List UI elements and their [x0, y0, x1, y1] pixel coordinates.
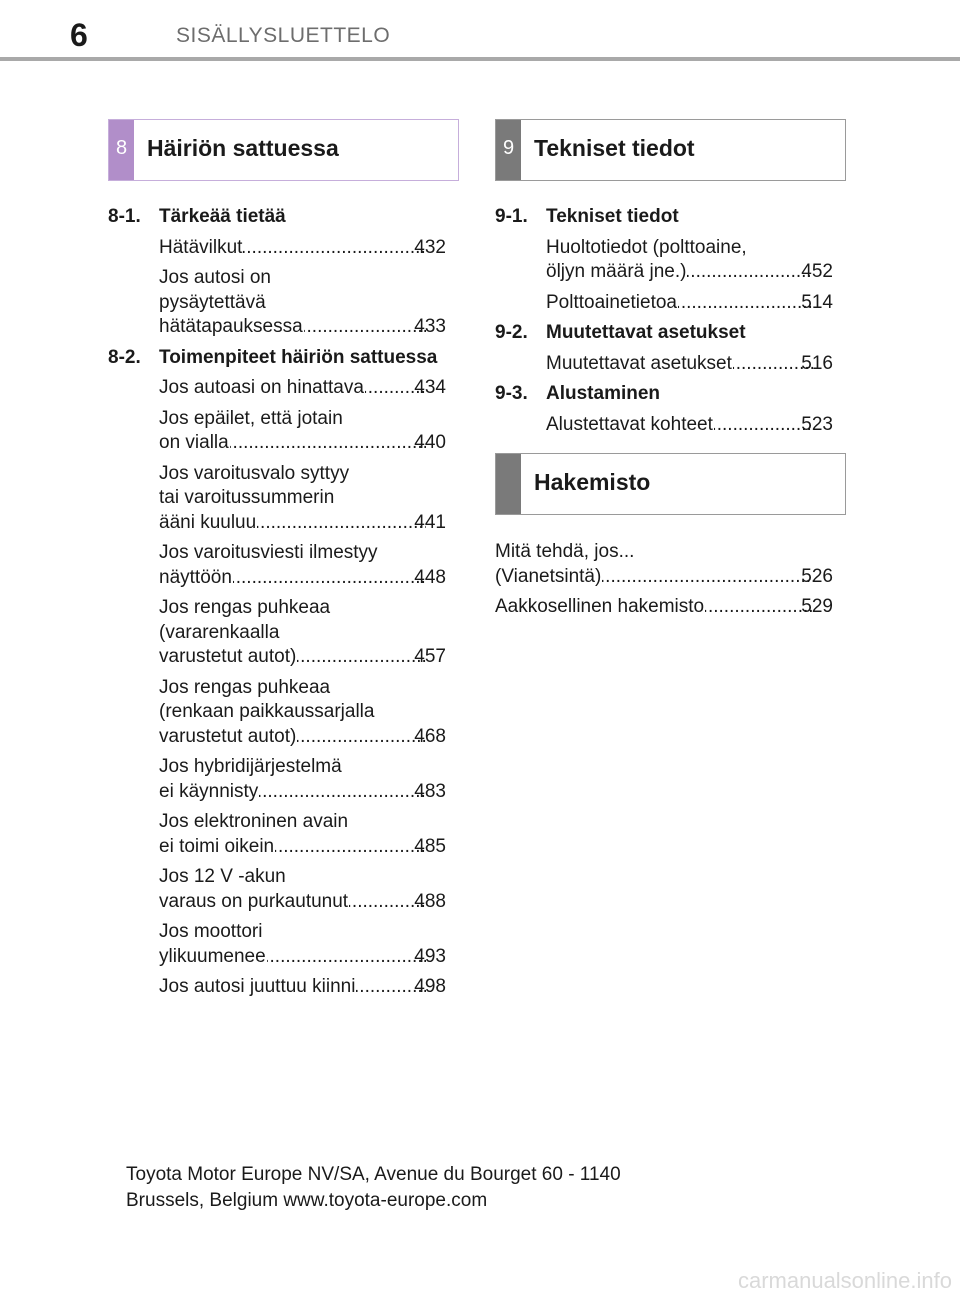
- toc-entry-line: (vararenkaalla: [159, 621, 280, 643]
- dot-leader: [257, 511, 426, 536]
- toc-entry-text: näyttöön: [159, 566, 232, 588]
- toc-entry[interactable]: [108, 865, 446, 914]
- chapter-number: 9-2.: [495, 322, 528, 343]
- toc-entry-line: tai varoitussummerin: [159, 487, 335, 508]
- toc-entry-leader: [159, 645, 446, 670]
- toc-page-number: 434: [414, 377, 446, 398]
- toc-page-number: 514: [801, 291, 833, 313]
- chapter-heading[interactable]: [495, 382, 833, 407]
- toc-entry-line: Jos varoitusviesti ilmestyy: [159, 542, 378, 563]
- toc-entry-text: Muutettavat asetukset: [546, 352, 732, 374]
- toc-entry-text: hätätapauksessa: [159, 316, 303, 337]
- chapter-number: 9-1.: [495, 206, 528, 227]
- dot-leader: [297, 725, 426, 750]
- section-8-header[interactable]: [108, 119, 459, 181]
- toc-page-number: 468: [414, 725, 446, 747]
- chapter-title: Toimenpiteet häiriön sattuessa: [159, 346, 438, 368]
- toc-entry-line: Jos moottori: [159, 921, 263, 942]
- dot-leader: [297, 645, 426, 670]
- toc-entry-leader: [159, 780, 446, 805]
- toc-page-number: 433: [414, 316, 446, 337]
- toc-entry-text: ei käynnisty: [159, 780, 259, 802]
- toc-page-number: 452: [801, 261, 833, 282]
- toc-entry[interactable]: [495, 236, 833, 285]
- page-number: 6: [70, 17, 88, 53]
- toc-entry[interactable]: [495, 352, 833, 377]
- toc-entry-text: Jos autosi juuttuu kiinni: [159, 976, 356, 997]
- toc-entry[interactable]: [108, 755, 446, 804]
- toc-entry-line: Jos 12 V -akun: [159, 866, 286, 887]
- toc-entry[interactable]: [495, 595, 833, 620]
- toc-entry[interactable]: [495, 413, 833, 438]
- toc-entry[interactable]: [108, 975, 446, 1000]
- chapter-number: 8-1.: [108, 206, 141, 227]
- toc-entry[interactable]: [108, 541, 446, 590]
- toc-entry-line: pysäytettävä: [159, 291, 266, 313]
- toc-page-number: 516: [801, 352, 833, 374]
- footer-line-1: Toyota Motor Europe NV/SA, Avenue du Bourget 60 - 1140: [126, 1164, 621, 1185]
- chapter-title: Tärkeää tietää: [159, 206, 286, 227]
- toc-entry-text: ylikuumenee: [159, 945, 266, 967]
- toc-entry-leader: [159, 236, 446, 261]
- toc-entry-text: ei toimi oikein: [159, 835, 275, 857]
- toc-page-number: 440: [414, 432, 446, 453]
- header-title: SISÄLLYSLUETTELO: [176, 24, 391, 47]
- chapter-title: Alustaminen: [546, 383, 661, 404]
- toc-page-number: 523: [801, 413, 833, 435]
- toc-entry-line: Huoltotiedot (polttoaine,: [546, 236, 747, 258]
- toc-entry[interactable]: [108, 407, 446, 456]
- toc-entry-leader: [546, 413, 833, 438]
- toc-entry-leader: [159, 725, 446, 750]
- toc-entry-line: Mitä tehdä, jos...: [495, 541, 635, 562]
- dot-leader: [259, 780, 426, 805]
- dot-leader: [687, 260, 813, 285]
- toc-entry-line: Jos varoitusvalo syttyy: [159, 462, 350, 484]
- toc-entry-leader: [159, 835, 446, 860]
- toc-entry[interactable]: [495, 291, 833, 316]
- toc-entry[interactable]: [108, 266, 446, 340]
- dot-leader: [304, 315, 427, 340]
- index-tab: [496, 454, 521, 514]
- toc-entry-line: Jos hybridijärjestelmä: [159, 756, 342, 777]
- toc-entry-text: öljyn määrä jne.): [546, 261, 687, 282]
- toc-entry[interactable]: [108, 920, 446, 969]
- toc-entry-leader: [495, 595, 833, 620]
- toc-page-number: 529: [801, 596, 833, 617]
- chapter-title: Tekniset tiedot: [546, 206, 679, 227]
- toc-entry-text: varustetut autot): [159, 725, 297, 747]
- toc-entry-text: Hätävilkut: [159, 236, 243, 258]
- section-9-header[interactable]: [495, 119, 846, 181]
- chapter-number: 8-2.: [108, 346, 141, 368]
- toc-entry-text: Polttoainetietoa: [546, 291, 677, 313]
- toc-entry-text: varustetut autot): [159, 646, 297, 667]
- dot-leader: [714, 413, 813, 438]
- toc-entry-text: (Vianetsintä): [495, 565, 602, 587]
- index-header[interactable]: [495, 453, 846, 515]
- toc-page-number: 441: [414, 511, 446, 533]
- toc-entry[interactable]: [108, 596, 446, 670]
- toc-entry-line: Jos rengas puhkeaa: [159, 597, 331, 618]
- toc-page-number: 432: [414, 236, 446, 258]
- toc-entry-leader: [546, 260, 833, 285]
- dot-leader: [233, 566, 426, 591]
- section-8-contents: [108, 205, 446, 1006]
- index-title: Hakemisto: [534, 469, 651, 495]
- chapter-number: 9-3.: [495, 383, 528, 404]
- toc-entry-line: Jos elektroninen avain: [159, 811, 349, 832]
- toc-entry-text: on vialla: [159, 432, 229, 453]
- toc-entry-leader: [159, 975, 446, 1000]
- toc-entry-leader: [159, 315, 446, 340]
- toc-entry[interactable]: [108, 462, 446, 536]
- toc-entry[interactable]: [108, 676, 446, 750]
- toc-entry-text: Jos autoasi on hinattava: [159, 377, 364, 398]
- section-9-tab: 9: [496, 120, 521, 180]
- dot-leader: [275, 835, 426, 860]
- section-9-contents: [495, 205, 833, 443]
- header-rule: [0, 57, 960, 61]
- chapter-heading[interactable]: [108, 205, 446, 230]
- dot-leader: [678, 291, 813, 316]
- footer-line-2: Brussels, Belgium www.toyota-europe.com: [126, 1190, 488, 1211]
- toc-page-number: 498: [414, 976, 446, 997]
- toc-page-number: 493: [414, 945, 446, 967]
- toc-entry-text: Aakkosellinen hakemisto: [495, 596, 705, 617]
- section-9-title: Tekniset tiedot: [534, 135, 695, 161]
- toc-entry-leader: [159, 376, 446, 401]
- page-header: [0, 0, 960, 62]
- publisher-footer: [126, 1162, 621, 1214]
- toc-entry-text: Alustettavat kohteet: [546, 413, 713, 435]
- chapter-title: Muutettavat asetukset: [546, 322, 746, 343]
- toc-entry[interactable]: [108, 376, 446, 401]
- dot-leader: [230, 431, 427, 456]
- dot-leader: [705, 595, 813, 620]
- toc-entry-leader: [159, 511, 446, 536]
- index-contents: [495, 540, 833, 626]
- watermark: carmanualsonline.info: [737, 1268, 952, 1293]
- toc-entry-line: Jos rengas puhkeaa: [159, 676, 331, 698]
- toc-entry-leader: [159, 945, 446, 970]
- toc-entry-line: Jos epäilet, että jotain: [159, 407, 343, 429]
- toc-page-number: 483: [414, 780, 446, 802]
- toc-entry-leader: [546, 291, 833, 316]
- toc-entry-leader: [159, 431, 446, 456]
- section-8-title: Häiriön sattuessa: [147, 135, 339, 161]
- toc-page-number: 488: [414, 890, 446, 912]
- chapter-heading[interactable]: [108, 346, 446, 371]
- toc-entry-leader: [159, 566, 446, 591]
- dot-leader: [602, 565, 813, 590]
- dot-leader: [267, 945, 427, 970]
- toc-entry-line: Jos autosi on: [159, 267, 271, 288]
- dot-leader: [243, 236, 426, 261]
- toc-page-number: 457: [414, 646, 446, 667]
- toc-page-number: 485: [414, 835, 446, 857]
- toc-entry-leader: [495, 565, 833, 590]
- toc-entry[interactable]: [108, 810, 446, 859]
- chapter-heading[interactable]: [495, 205, 833, 230]
- toc-entry[interactable]: [495, 540, 833, 589]
- toc-entry-text: varaus on purkautunut: [159, 890, 349, 912]
- toc-entry-leader: [159, 890, 446, 915]
- toc-entry-line: (renkaan paikkaussarjalla: [159, 701, 375, 722]
- toc-entry[interactable]: [108, 236, 446, 261]
- chapter-heading[interactable]: [495, 321, 833, 346]
- toc-page-number: 526: [801, 565, 833, 587]
- toc-entry-leader: [546, 352, 833, 377]
- toc-entry-text: ääni kuuluu: [159, 511, 257, 533]
- section-8-tab: 8: [109, 120, 134, 180]
- toc-page-number: 448: [414, 566, 446, 588]
